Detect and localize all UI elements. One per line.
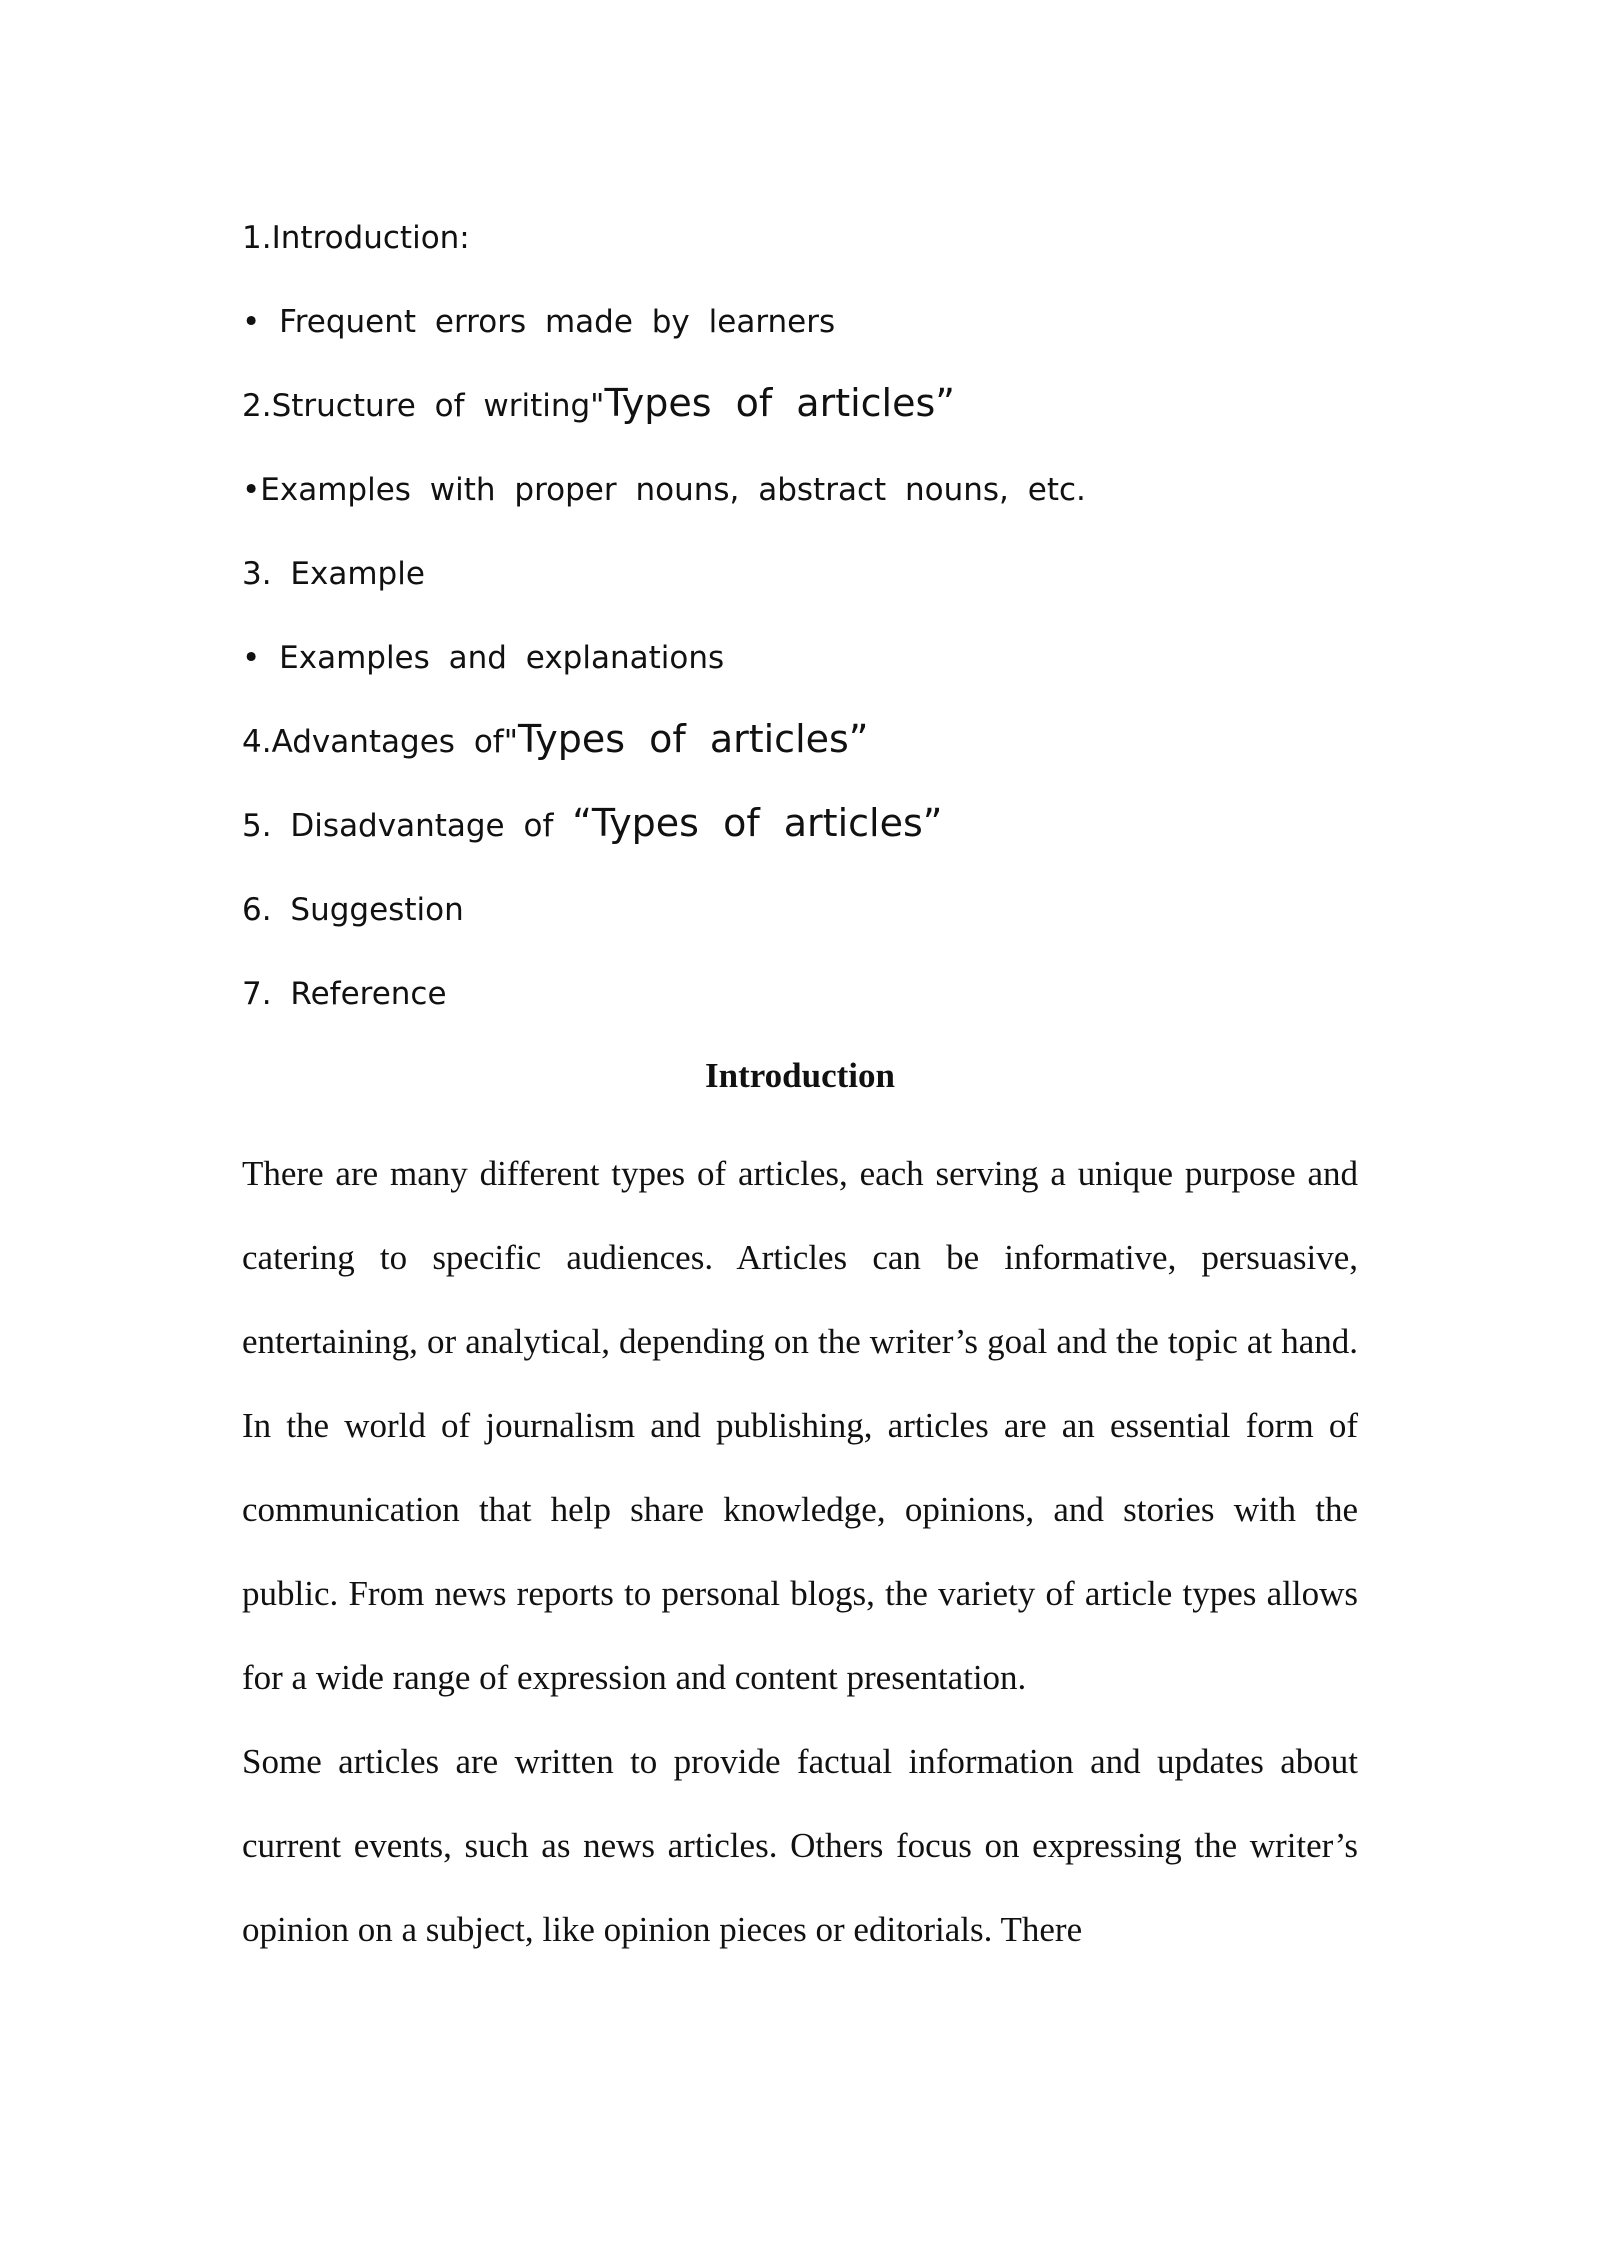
toc-item-example [242, 543, 1362, 627]
toc-item-emphasis: Types of articles” [604, 381, 955, 425]
toc-item-text: •Examples with proper nouns, abstract nouns, etc. [242, 472, 1086, 508]
toc-item-text: 4.Advantages of" [242, 724, 518, 760]
toc-item-emphasis: “Types of articles” [572, 801, 943, 845]
toc-item-structure [242, 375, 1362, 459]
toc-item-frequent-errors [242, 291, 1362, 375]
toc-item-suggestion [242, 879, 1362, 963]
section-body [242, 1132, 1358, 1972]
toc-item-advantages [242, 711, 1362, 795]
toc-item-reference [242, 963, 1362, 1047]
toc-item-examples-explanations [242, 627, 1362, 711]
toc-item-disadvantage [242, 795, 1362, 879]
toc-item-text: 3. Example [242, 556, 425, 592]
table-of-contents [242, 207, 1362, 1047]
toc-item-text: 5. Disadvantage of [242, 808, 573, 844]
paragraph: Some articles are written to provide factual information and updates about current events, such as news articles. Others focus on expressing the writer’s opinion on a subject, like opinion pieces or editorials. There [242, 1742, 1358, 1949]
toc-item-text: • Examples and explanations [242, 640, 725, 676]
section-heading: Introduction [705, 1056, 895, 1095]
paragraph: There are many different types of articles, each serving a unique purpose and catering to specific audiences. Articles can be informative, persuasive, entertaining, or analytical, depending on the writer’s goal and the topic at hand. In the world of journalism and publishing, articles are an essential form of communication that help share knowledge, opinions, and stories with the public. From news reports to personal blogs, the variety of article types allows for a wide range of expression and content presentation. [242, 1154, 1358, 1697]
toc-item-text: 2.Structure of writing" [242, 388, 605, 424]
toc-item-examples-nouns [242, 459, 1362, 543]
toc-item-text: 1.Introduction: [242, 220, 470, 256]
toc-item-text: • Frequent errors made by learners [242, 304, 836, 340]
toc-item-text: 6. Suggestion [242, 892, 464, 928]
toc-item-introduction [242, 207, 1362, 291]
toc-item-text: 7. Reference [242, 976, 447, 1012]
toc-item-emphasis: Types of articles” [517, 717, 869, 761]
